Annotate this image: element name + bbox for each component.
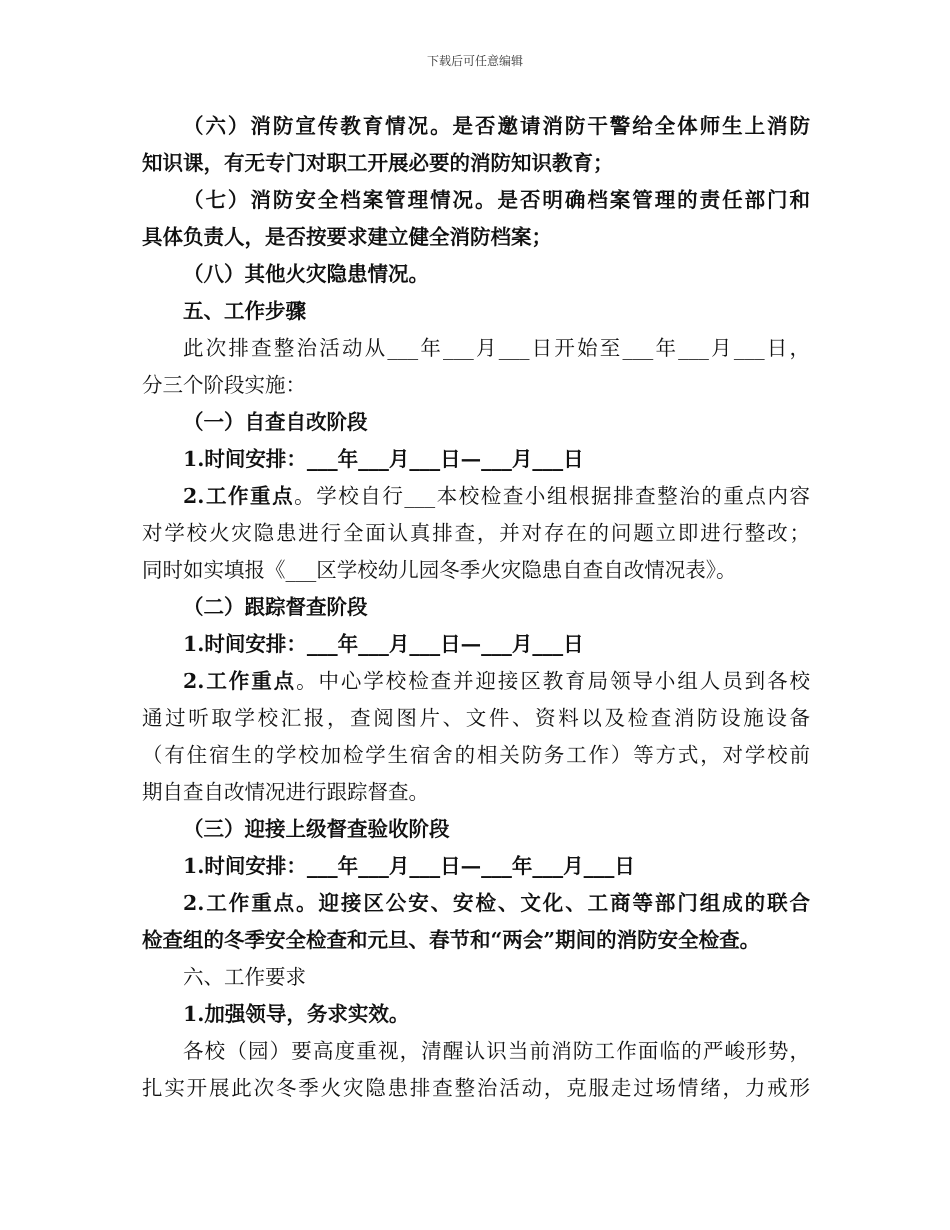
line-heading: 2.工作重点: [183, 484, 295, 508]
text-line: [142, 663, 810, 700]
text-line: 六、工作要求: [183, 965, 306, 989]
text-line: （二）跟踪督查阶段: [183, 595, 368, 619]
text-line: （六）消防宣传教育情况。是否邀请消防干警给全体师生上消防: [183, 114, 810, 138]
text-line: 通过听取学校汇报，查阅图片、文件、资料以及检查消防设施设备: [142, 706, 810, 730]
text-line: [142, 478, 810, 515]
text-line: 对学校火灾隐患进行全面认真排查，并对存在的问题立即进行整改；: [142, 521, 810, 545]
text-line: 2.工作重点。迎接区公安、安检、文化、工商等部门组成的联合: [183, 891, 810, 915]
text-line: 1.时间安排：___年___月___日—___月___日: [183, 447, 584, 471]
text-line: 各校（园）要高度重视，清醒认识当前消防工作面临的严峻形势，: [183, 1039, 810, 1063]
text-line: 具体负责人，是否按要求建立健全消防档案；: [142, 225, 552, 249]
text-line: （八）其他火灾隐患情况。: [183, 262, 429, 286]
text-line: 扎实开展此次冬季火灾隐患排查整治活动，克服走过场情绪，力戒形: [142, 1076, 810, 1100]
text-line: 期自查自改情况进行跟踪督查。: [142, 780, 429, 804]
text-line: 分三个阶段实施：: [142, 373, 306, 397]
text-line: 检查组的冬季安全检查和元旦、春节和“两会”期间的消防安全检查。: [142, 928, 761, 952]
line-body: 。中心学校检查并迎接区教育局领导小组人员到各校: [296, 669, 811, 693]
text-line: 1.加强领导，务求实效。: [183, 1002, 410, 1026]
text-line: 同时如实填报《___区学校幼儿园冬季火灾隐患自查自改情况表》。: [142, 558, 737, 582]
text-line: 1.时间安排：___年___月___日—___年___月___日: [183, 854, 635, 878]
text-line: 此次排查整治活动从___年___月___日开始至___年___月___日，: [183, 336, 810, 360]
line-body: 。学校自行___本校检查小组根据排查整治的重点内容: [294, 484, 810, 508]
text-line: （有住宿生的学校加检学生宿舍的相关防务工作）等方式，对学校前: [142, 743, 810, 767]
text-line: （一）自查自改阶段: [183, 410, 368, 434]
text-line: 1.时间安排：___年___月___日—___月___日: [183, 632, 584, 656]
text-line: （三）迎接上级督查验收阶段: [183, 817, 450, 841]
text-line: 知识课，有无专门对职工开展必要的消防知识教育；: [142, 151, 614, 175]
text-line: 五、工作步骤: [183, 299, 306, 323]
document-body: [142, 108, 810, 1107]
text-line: （七）消防安全档案管理情况。是否明确档案管理的责任部门和: [183, 188, 810, 212]
line-heading: 2.工作重点: [183, 669, 297, 693]
page-header: 下载后可任意编辑: [426, 54, 523, 68]
